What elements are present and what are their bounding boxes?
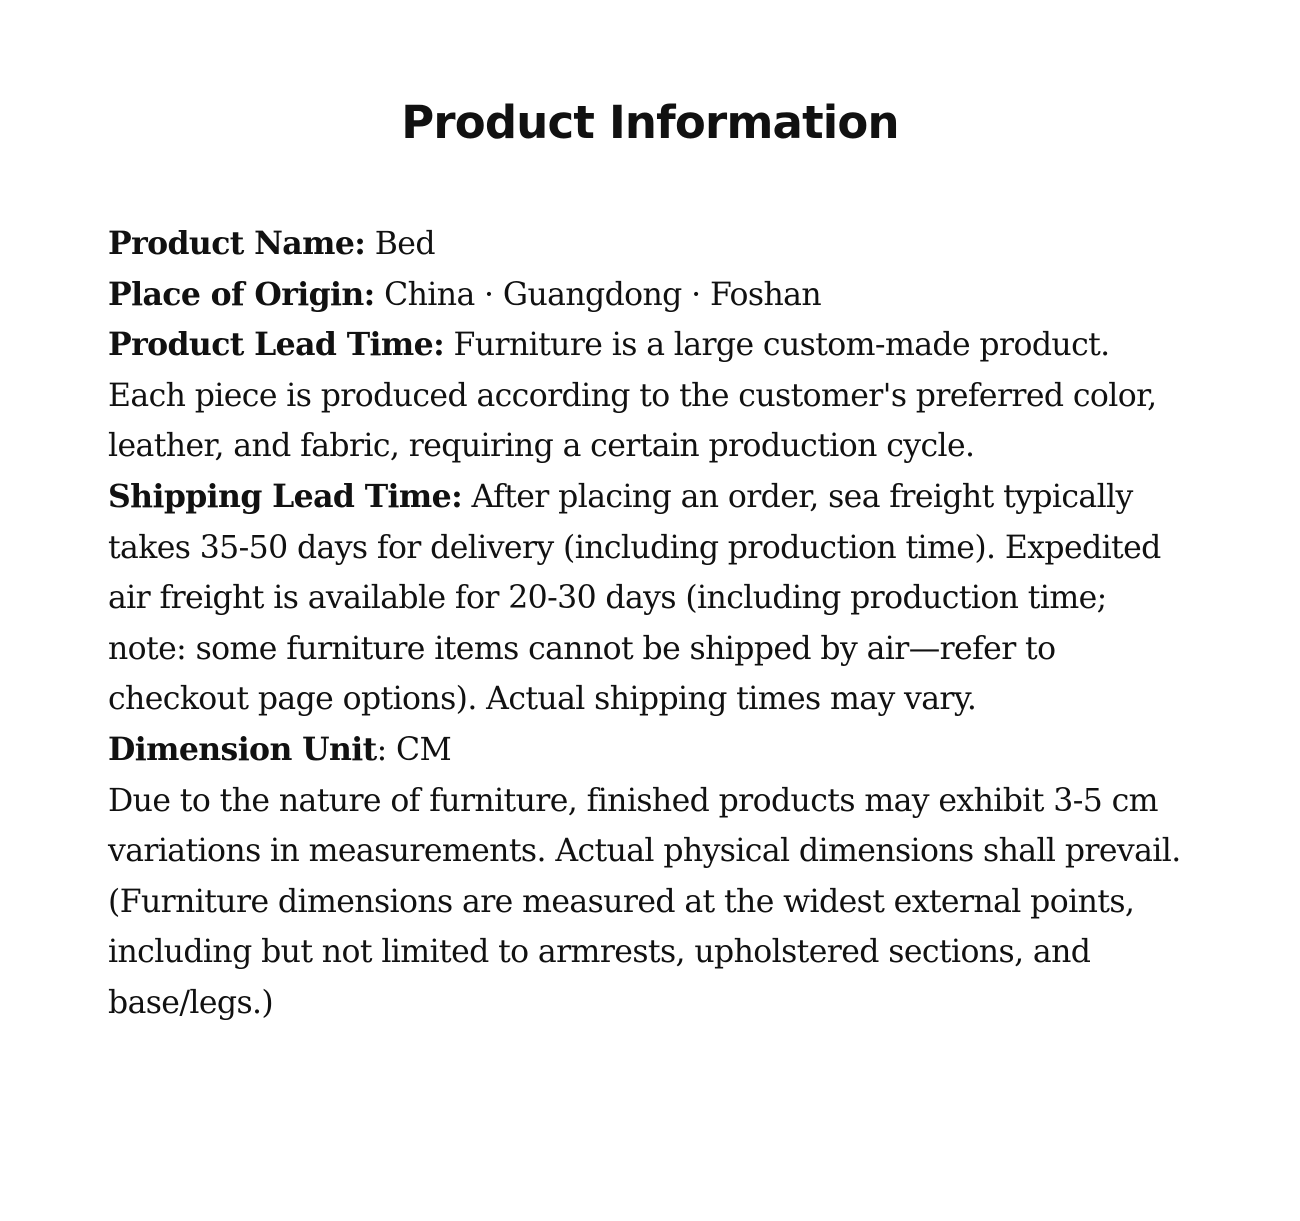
dimension-unit-row — [108, 725, 1188, 776]
measurement-note: (Furniture dimensions are measured at the widest external points, including but not limited to armrests, upholstered sections, and base/legs.) — [108, 883, 1135, 1021]
product-lead-time-label: Product Lead Time: — [108, 326, 445, 364]
product-info-body — [108, 219, 1188, 1029]
product-name-label: Product Name: — [108, 225, 366, 262]
dimension-unit-value: : CM — [376, 731, 452, 768]
shipping-lead-time-label: Shipping Lead Time: — [108, 477, 463, 515]
variation-note: Due to the nature of furniture, finished products may exhibit 3-5 cm variations in measurements. Actual physical dimensions shall prevail. — [108, 782, 1181, 870]
product-name-value: Bed — [365, 226, 435, 262]
place-of-origin-label: Place of Origin: — [108, 275, 375, 313]
dimension-unit-label: Dimension Unit — [108, 730, 377, 768]
page-title: Product Information — [401, 96, 899, 149]
shipping-lead-time-value: After placing an order, sea freight typically takes 35-50 days for delivery (including production time). Expedited air freight is available for 20-30 days (including production time; note: some furniture items cannot be shipped by air—refer to checkout page options). Actual shipping times may vary. — [108, 478, 1161, 718]
product-lead-time-row — [108, 320, 1188, 472]
place-of-origin-value: China · Guangdong · Foshan — [374, 276, 822, 313]
product-name-row — [108, 219, 1188, 270]
place-of-origin-row — [108, 270, 1188, 321]
shipping-lead-time-row — [108, 472, 1188, 725]
product-lead-time-value: Furniture is a large custom-made product. Each piece is produced according to the customer's preferred color, leather, and fabric, requiring a certain production cycle. — [108, 327, 1157, 465]
